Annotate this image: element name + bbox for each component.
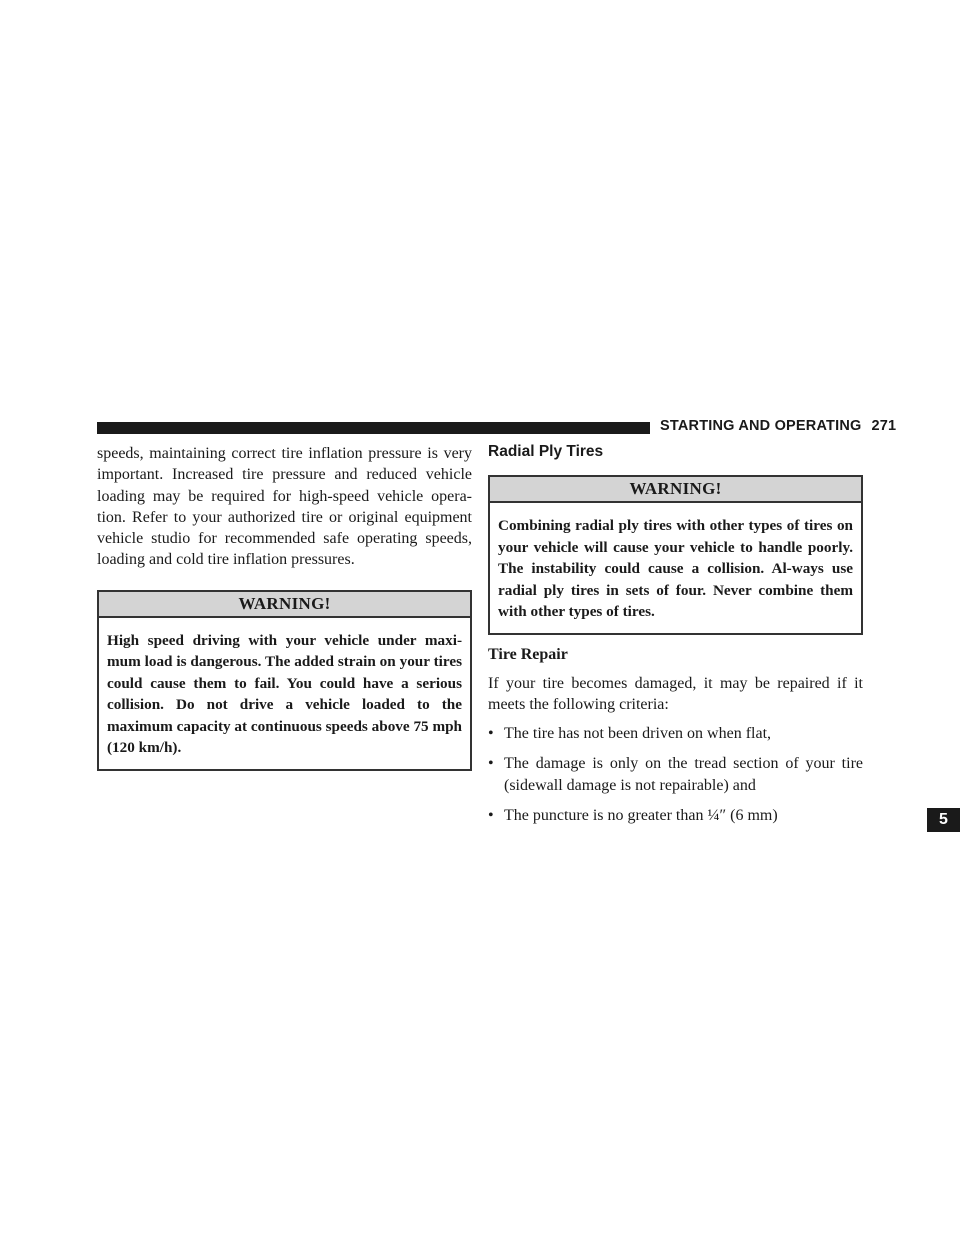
list-item-text: The damage is only on the tread section of your tire (sidewall damage is not repairable) and	[504, 755, 863, 794]
criteria-list	[488, 723, 863, 826]
chapter-tab: 5	[927, 808, 960, 832]
list-item-text: The tire has not been driven on when flat,	[504, 725, 772, 743]
right-column	[488, 443, 863, 835]
running-header	[660, 418, 896, 434]
bullet-icon: •	[488, 725, 494, 743]
subheading-tire-repair: Tire Repair	[488, 645, 568, 663]
header-rule	[97, 422, 650, 434]
bullet-icon: •	[488, 755, 494, 773]
warning-box-radial	[488, 475, 863, 635]
repair-paragraph: If your tire becomes damaged, it may be repaired if it meets the following criteria:	[488, 674, 863, 713]
left-column	[97, 443, 472, 771]
list-item	[488, 805, 863, 826]
list-item-text: The puncture is no greater than ¼″ (6 mm)	[504, 806, 778, 824]
intro-paragraph: speeds, maintaining correct tire inflation pressure is very important. Increased tire pressure and reduced vehicle loading may be required for high-speed vehicle opera-tion. Refer to your authorized tire or original equipment vehicle studio for recommended safe operating speeds, loading and cold tire inflation pressures.	[97, 445, 472, 569]
header-section-title: STARTING AND OPERATING	[660, 418, 862, 434]
bullet-icon: •	[488, 806, 494, 824]
list-item	[488, 753, 863, 796]
section-title: Radial Ply Tires	[488, 443, 604, 460]
warning-title: WARNING!	[490, 477, 861, 503]
warning-text: High speed driving with your vehicle under maxi-mum load is dangerous. The added strain on your tires could cause them to fail. You could have a serious collision. Do not drive a vehicle loaded to the maximum capacity at continuous speeds above 75 mph (120 km/h).	[107, 631, 462, 757]
warning-text: Combining radial ply tires with other types of tires on your vehicle will cause your vehicle to handle poorly. The instability could cause a collision. Al-ways use radial ply tires in sets of four. Never combine them with other types of tires.	[498, 517, 853, 620]
page-number: 271	[871, 418, 897, 434]
list-item	[488, 723, 863, 744]
warning-box-high-speed	[97, 590, 472, 771]
warning-title: WARNING!	[99, 592, 470, 618]
